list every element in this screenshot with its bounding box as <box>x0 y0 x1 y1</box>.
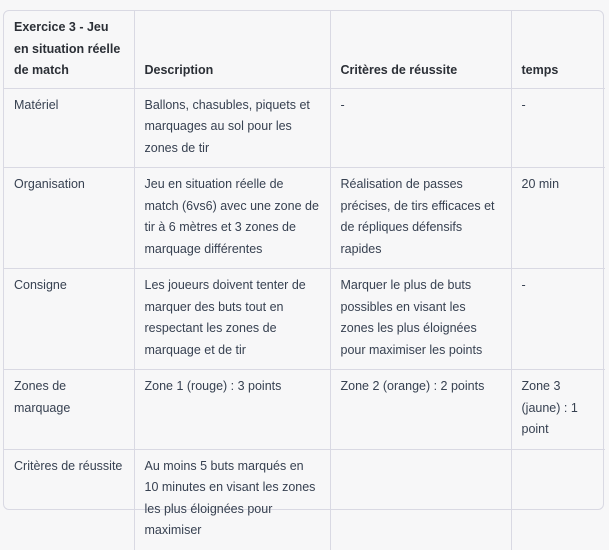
cell-description: Ballons, chasubles, piquets et marquages au sol pour les zones de tir <box>134 88 330 168</box>
cell-success-criteria: Marquer le plus de buts possibles en visant les zones les plus éloignées pour maximiser les points <box>330 269 511 370</box>
table-row <box>4 370 605 450</box>
header-exercise-title: Exercice 3 - Jeu en situation réelle de match <box>4 11 134 88</box>
table-row <box>4 88 605 168</box>
header-time: temps <box>511 11 605 88</box>
table-row <box>4 449 605 550</box>
cell-time: 20 min <box>511 168 605 269</box>
table-row <box>4 269 605 370</box>
cell-time: - <box>511 269 605 370</box>
row-label-zones: Zones de marquage <box>4 370 134 450</box>
row-label-criteres: Critères de réussite <box>4 449 134 550</box>
row-label-organisation: Organisation <box>4 168 134 269</box>
row-label-consigne: Consigne <box>4 269 134 370</box>
table-header-row <box>4 11 605 88</box>
cell-success-criteria: Réalisation de passes précises, de tirs efficaces et de répliques défensifs rapides <box>330 168 511 269</box>
cell-success-criteria <box>330 449 511 550</box>
cell-success-criteria: - <box>330 88 511 168</box>
cell-time <box>511 449 605 550</box>
row-label-materiel: Matériel <box>4 88 134 168</box>
exercise-table <box>4 11 605 550</box>
cell-time: Zone 3 (jaune) : 1 point <box>511 370 605 450</box>
table-row <box>4 168 605 269</box>
cell-time: - <box>511 88 605 168</box>
cell-description: Les joueurs doivent tenter de marquer des buts tout en respectant les zones de marquage et de tir <box>134 269 330 370</box>
cell-description: Zone 1 (rouge) : 3 points <box>134 370 330 450</box>
cell-description: Au moins 5 buts marqués en 10 minutes en visant les zones les plus éloignées pour maximiser <box>134 449 330 550</box>
cell-description: Jeu en situation réelle de match (6vs6) avec une zone de tir à 6 mètres et 3 zones de marquage différentes <box>134 168 330 269</box>
header-description: Description <box>134 11 330 88</box>
header-success-criteria: Critères de réussite <box>330 11 511 88</box>
cell-success-criteria: Zone 2 (orange) : 2 points <box>330 370 511 450</box>
exercise-table-container <box>3 10 604 537</box>
